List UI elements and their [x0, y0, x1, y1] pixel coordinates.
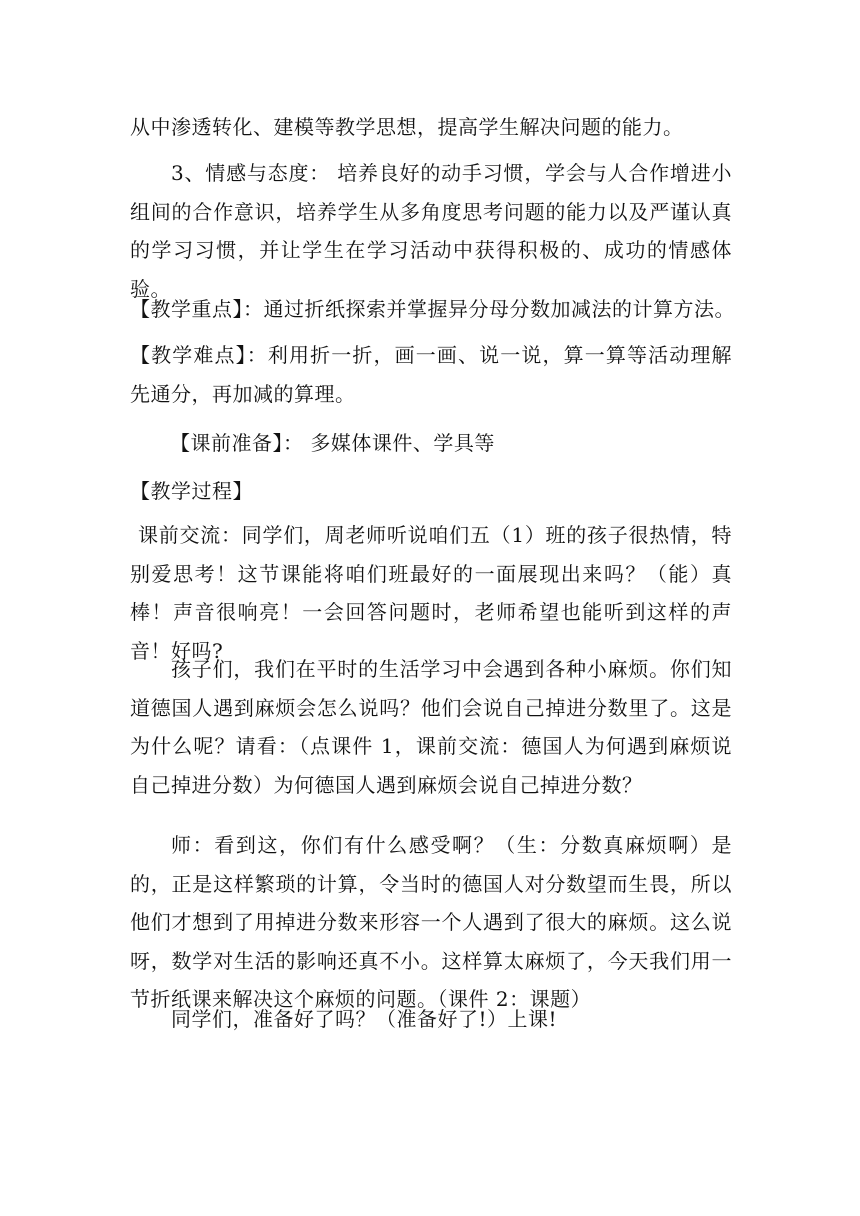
teaching-difficulty: 【教学难点】：利用折一折，画一画、说一说，算一算等活动理解先通分，再加减的算理。 — [130, 343, 732, 406]
german-trouble-paragraph: 孩子们，我们在平时的生活学习中会遇到各种小麻烦。你们知道德国人遇到麻烦会怎么说吗？他们会说自己掉进分数里了。这是为什么呢？请看：（点课件 1，课前交流：德国人为何遇到麻烦说自己掉进分数）为何德国人遇到麻烦会说自己掉进分数？ — [130, 657, 732, 797]
pre-class-exchange-paragraph: 课前交流：同学们，周老师听说咱们五（1）班的孩子很热情，特别爱思考！这节课能将咱们班最好的一面展现出来吗？（能）真棒！声音很响亮！一会回答问题时，老师希望也能听到这样的声音！好吗? — [130, 523, 732, 663]
class-preparation: 【课前准备】： 多媒体课件、学具等 — [170, 431, 495, 455]
objective-paragraph-end: 从中渗透转化、建模等教学思想，提高学生解决问题的能力。 — [130, 115, 684, 139]
ready-for-class-paragraph: 同学们，准备好了吗？（准备好了!）上课! — [171, 1007, 558, 1031]
teacher-feeling-paragraph: 师：看到这，你们有什么感受啊？（生：分数真麻烦啊）是的，正是这样繁琐的计算，令当时的德国人对分数望而生畏，所以他们才想到了用掉进分数来形容一个人遇到了很大的麻烦。这么说呀，数学对生活的影响还真不小。这样算太麻烦了，今天我们用一节折纸课来解决这个麻烦的问题。（课件 2：课题） — [130, 833, 732, 1011]
teaching-process-heading: 【教学过程】 — [130, 479, 253, 503]
emotion-attitude-paragraph: 3、情感与态度： 培养良好的动手习惯，学会与人合作增进小组间的合作意识，培养学生从多角度思考问题的能力以及严谨认真的学习习惯，并让学生在学习活动中获得积极的、成功的情感体验。 — [130, 161, 732, 301]
teaching-key-point: 【教学重点】：通过折纸探索并掌握异分母分数加减法的计算方法。 — [130, 297, 735, 321]
